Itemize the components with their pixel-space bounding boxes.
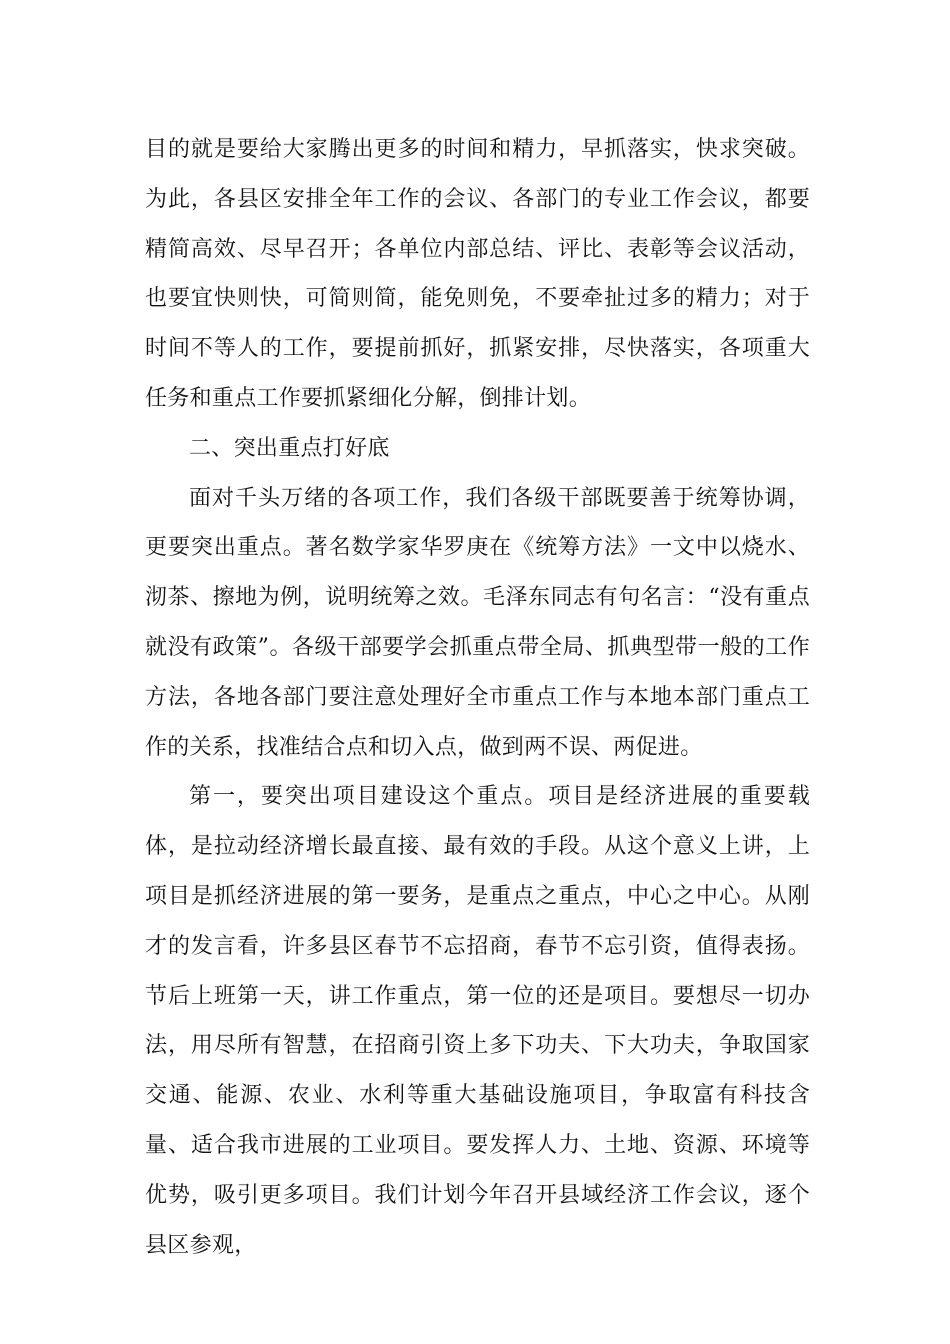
paragraph: 第一，要突出项目建设这个重点。项目是经济进展的重要载体，是拉动经济增长最直接、最有效的手段。从这个意义上讲，上项目是抓经济进展的第一要务，是重点之重点，中心之中心。从刚才的发言看，许多县区春节不忘招商，春节不忘引资，值得表扬。节后上班第一天，讲工作重点，第一位的还是项目。要想尽一切办法，用尽所有智慧，在招商引资上多下功夫、下大功夫，争取国家交通、能源、农业、水利等重大基础设施项目，争取富有科技含量、适合我市进展的工业项目。要发挥人力、土地、资源、环境等优势，吸引更多项目。我们计划今年召开县域经济工作会议，逐个县区参观， xyxy=(145,784,810,1258)
document-body xyxy=(145,125,810,1270)
section-heading: 二、突出重点打好底 xyxy=(189,435,390,461)
paragraph: 面对千头万绪的各项工作，我们各级干部既要善于统筹协调，更要突出重点。著名数学家华罗庚在《统筹方法》一文中以烧水、沏茶、擦地为例，说明统筹之效。毛泽东同志有句名言：“没有重点就没有政策”。各级干部要学会抓重点带全局、抓典型带一般的工作方法，各地各部门要注意处理好全市重点工作与本地本部门重点工作的关系，找准结合点和切入点，做到两不误、两促进。 xyxy=(145,485,810,760)
paragraph-continued: 目的就是要给大家腾出更多的时间和精力，早抓落实，快求突破。为此，各县区安排全年工作的会议、各部门的专业工作会议，都要精简高效、尽早召开；各单位内部总结、评比、表彰等会议活动，也要宜快则快，可简则简，能免则免，不要牵扯过多的精力；对于时间不等人的工作，要提前抓好，抓紧安排，尽快落实，各项重大任务和重点工作要抓紧细化分解，倒排计划。 xyxy=(145,137,810,411)
